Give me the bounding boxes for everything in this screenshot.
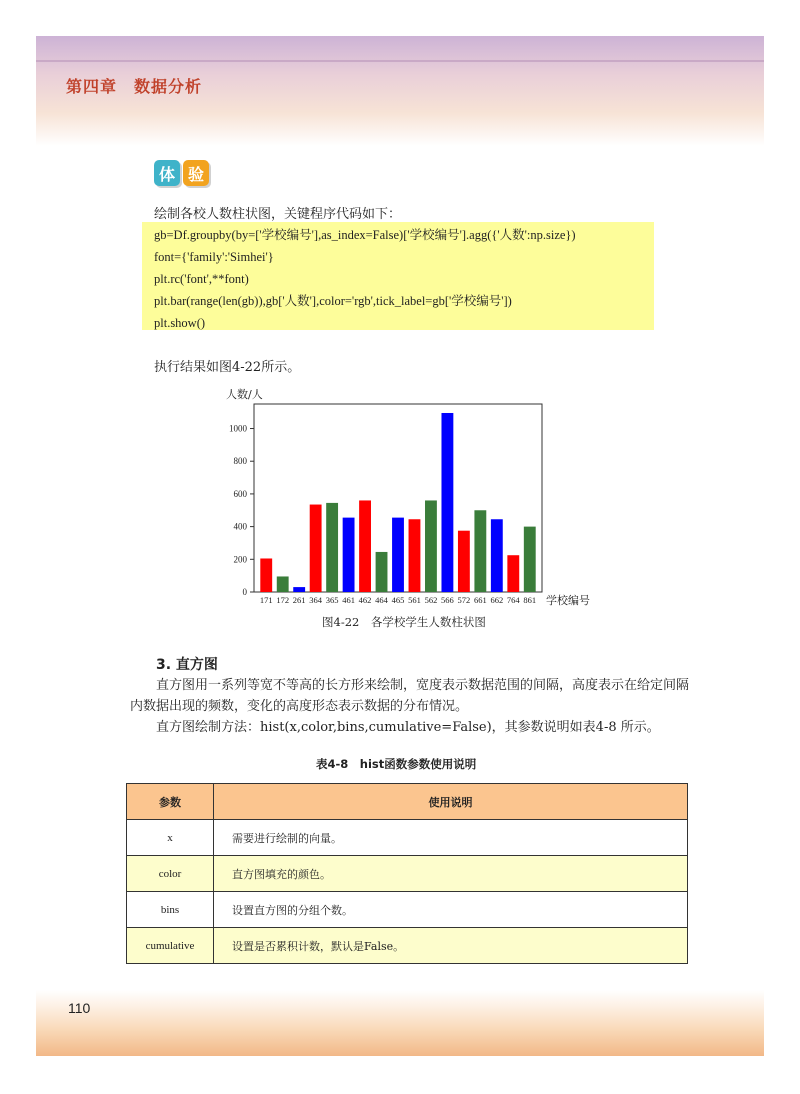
result-text: 执行结果如图4-22所示。 — [154, 360, 301, 375]
paragraph-histogram-method: 直方图绘制方法：hist(x,color,bins,cumulative=False)，其参数说明如表4-8 所示。 — [156, 720, 660, 735]
page-number: 110 — [68, 1000, 91, 1016]
table-row — [127, 892, 688, 928]
x-tick-label: 662 — [490, 595, 504, 605]
code-line: gb=Df.groupby(by=['学校编号'],as_index=False)['学校编号'].agg({'人数':np.size}) — [154, 228, 576, 242]
x-tick-label: 661 — [473, 595, 487, 605]
x-tick-label: 764 — [506, 595, 520, 605]
param-name: cumulative — [127, 928, 214, 964]
intro-text: 绘制各校人数柱状图，关键程序代码如下： — [154, 207, 402, 222]
y-tick-label: 0 — [242, 587, 247, 597]
table-row — [127, 820, 688, 856]
y-tick-label: 400 — [233, 521, 247, 532]
x-tick-label: 465 — [391, 595, 405, 605]
x-tick-label: 562 — [424, 595, 438, 605]
x-tick-label: 462 — [358, 595, 372, 605]
experience-char-2: 验 — [183, 160, 209, 186]
bar-464 — [376, 552, 388, 592]
x-tick-label: 861 — [523, 595, 537, 605]
x-axis-label: 学校编号 — [546, 594, 590, 607]
table-header-param: 参数 — [127, 784, 214, 820]
y-tick-label: 200 — [233, 554, 247, 565]
x-tick-label: 365 — [325, 595, 339, 605]
param-name: bins — [127, 892, 214, 928]
bar-661 — [474, 510, 486, 592]
y-axis-label: 人数/人 — [226, 388, 263, 401]
bar-566 — [441, 413, 453, 592]
param-desc: 直方图填充的颜色。 — [214, 856, 688, 892]
y-tick-label: 600 — [233, 488, 247, 499]
code-line: plt.show() — [154, 316, 206, 330]
param-table — [126, 783, 688, 964]
bar-462 — [359, 500, 371, 592]
code-line: plt.rc('font',**font) — [154, 272, 249, 286]
table-header-desc: 使用说明 — [214, 784, 688, 820]
bar-572 — [458, 531, 470, 592]
x-tick-label: 561 — [408, 595, 421, 605]
x-tick-label: 464 — [375, 595, 388, 605]
bar-861 — [524, 527, 536, 592]
table-title: 表4-8 hist函数参数使用说明 — [316, 757, 477, 771]
experience-char-1: 体 — [154, 160, 180, 186]
bar-764 — [507, 555, 519, 592]
y-tick-label: 800 — [233, 456, 247, 467]
bar-chart — [212, 384, 602, 612]
figure-caption: 图4-22 各学校学生人数柱状图 — [322, 615, 486, 629]
x-tick-label: 566 — [441, 595, 454, 605]
table-header-row — [127, 784, 688, 820]
chapter-title: 第四章 数据分析 — [66, 77, 203, 96]
footer-band — [36, 990, 764, 1056]
param-desc: 设置是否累积计数，默认是False。 — [214, 928, 688, 964]
param-desc: 需要进行绘制的向量。 — [214, 820, 688, 856]
bar-chart-svg — [212, 384, 602, 612]
x-tick-label: 171 — [259, 595, 273, 605]
y-tick-label: 1000 — [229, 423, 247, 434]
bar-172 — [277, 576, 289, 592]
param-name: x — [127, 820, 214, 856]
bar-561 — [409, 519, 421, 592]
x-tick-label: 261 — [292, 595, 306, 605]
x-tick-label: 172 — [276, 595, 290, 605]
experience-badge — [154, 160, 209, 186]
param-name: color — [127, 856, 214, 892]
header-divider — [36, 60, 764, 62]
paragraph-histogram-intro: 直方图用一系列等宽不等高的长方形来绘制，宽度表示数据范围的间隔，高度表示在给定间隔内数据出现的频数，变化的高度形态表示数据的分布情况。 — [130, 678, 690, 714]
x-tick-label: 572 — [457, 595, 471, 605]
bar-365 — [326, 503, 338, 592]
bar-662 — [491, 519, 503, 592]
bar-261 — [293, 587, 305, 592]
code-block — [142, 222, 654, 330]
x-tick-label: 461 — [342, 595, 355, 605]
bar-465 — [392, 518, 404, 592]
bar-171 — [260, 558, 272, 592]
code-line: font={'family':'Simhei'} — [154, 250, 274, 264]
section-title: 3. 直方图 — [156, 657, 218, 673]
param-desc: 设置直方图的分组个数。 — [214, 892, 688, 928]
table-row — [127, 928, 688, 964]
bar-364 — [310, 505, 322, 592]
table-row — [127, 856, 688, 892]
bar-562 — [425, 500, 437, 592]
code-line: plt.bar(range(len(gb)),gb['人数'],color='rgb',tick_label=gb['学校编号']) — [154, 294, 512, 308]
bar-461 — [343, 518, 355, 592]
x-tick-label: 364 — [309, 595, 323, 605]
